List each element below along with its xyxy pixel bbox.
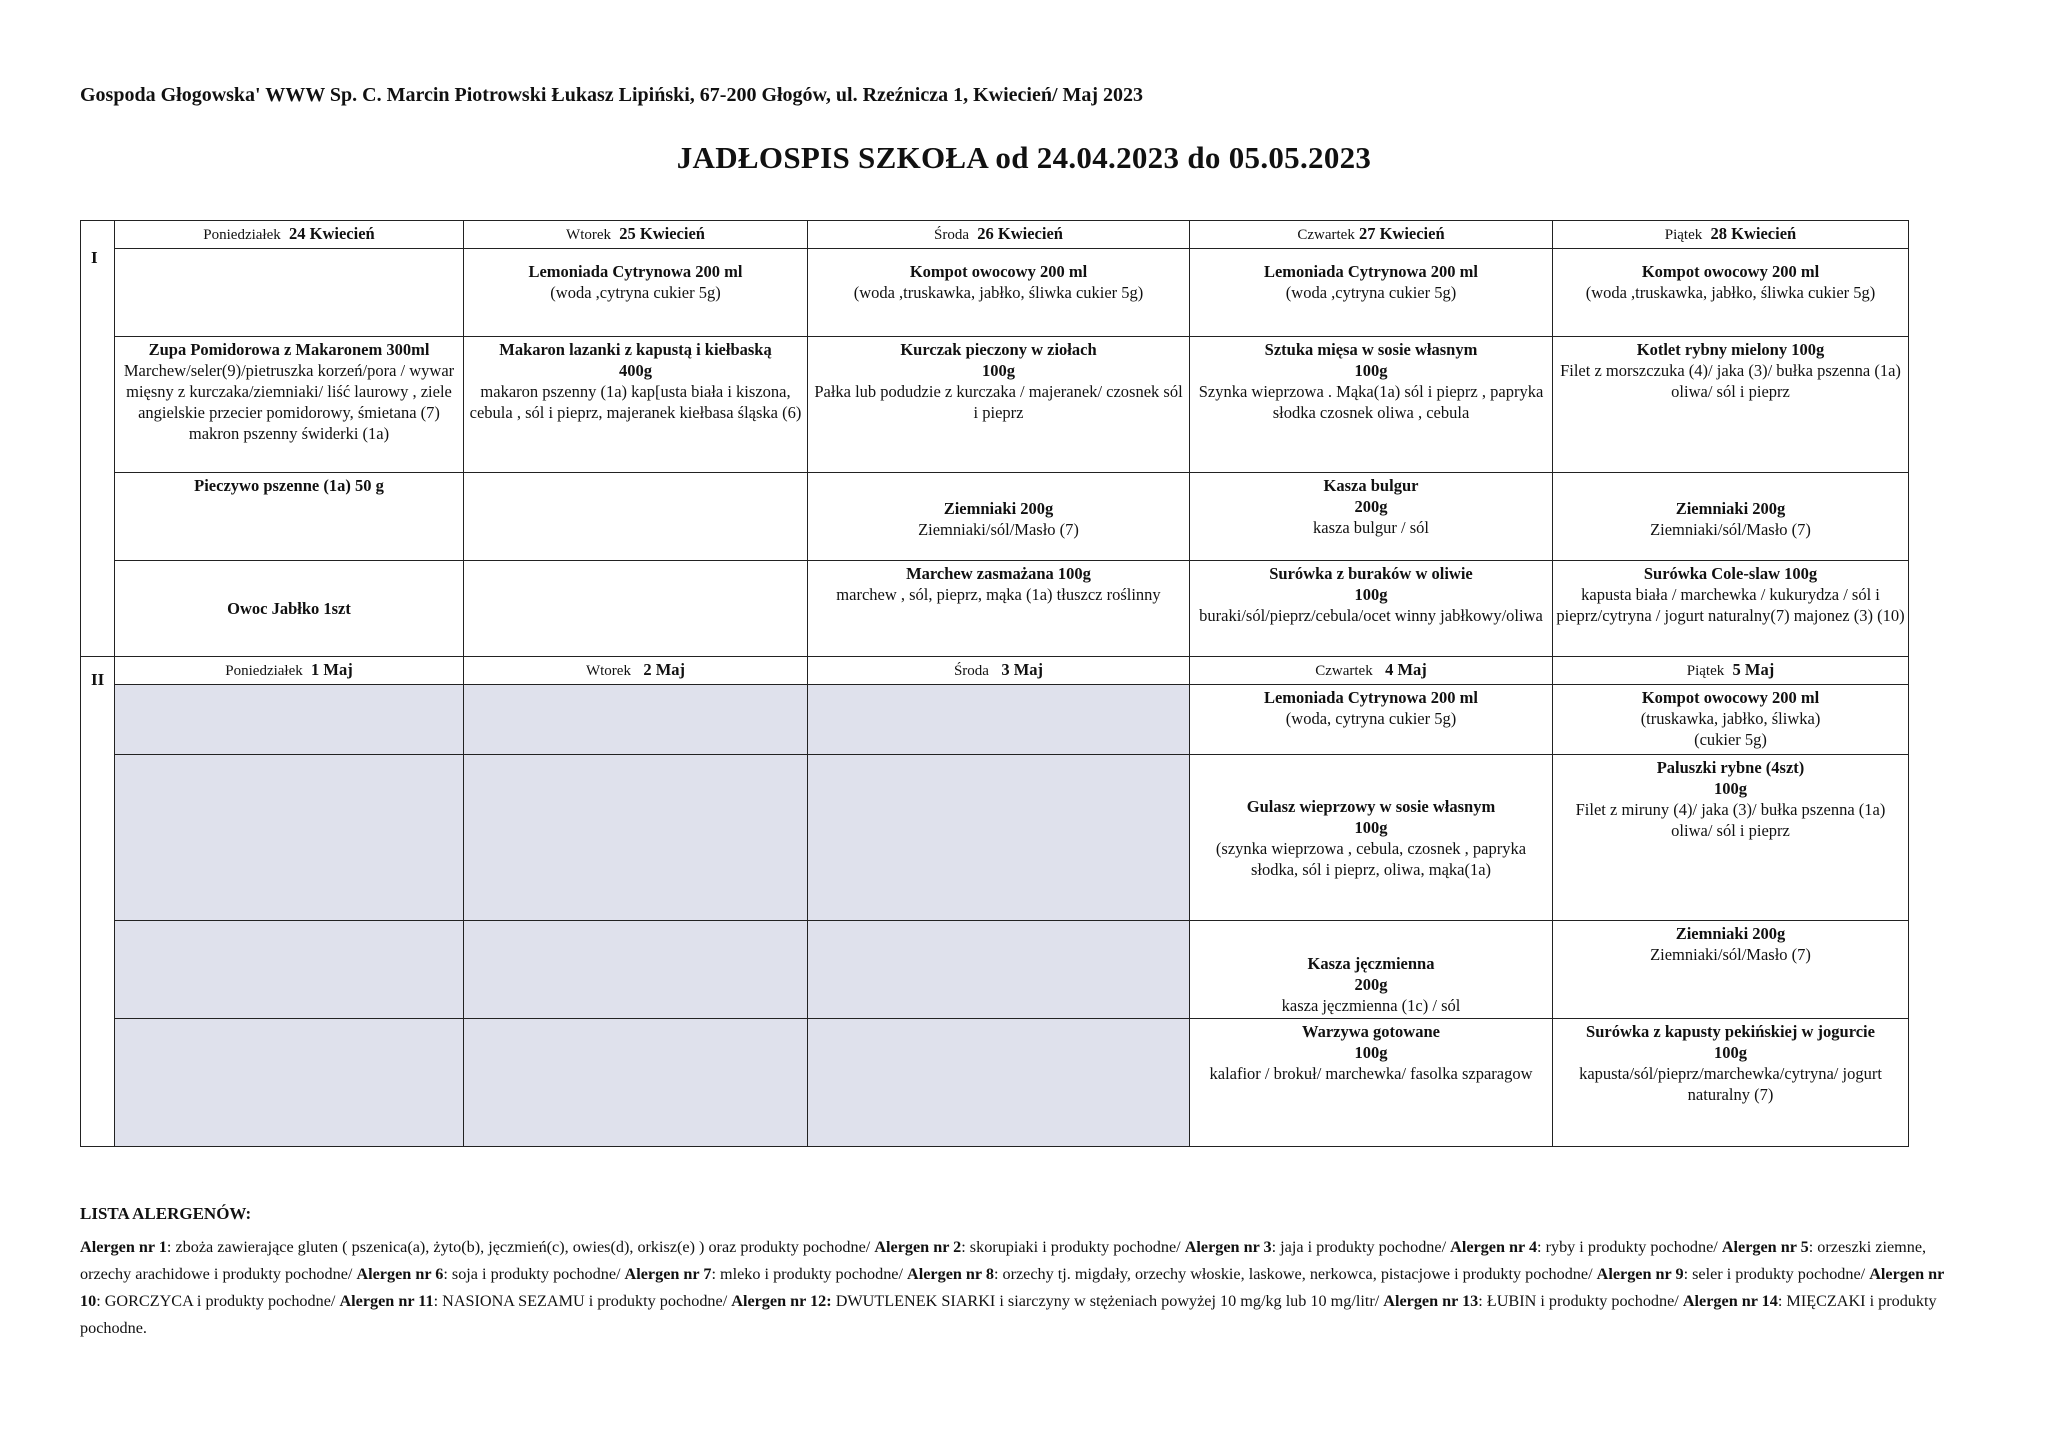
week1-day-tue: Wtorek 25 Kwiecień xyxy=(464,221,808,249)
week1-fri-extra: Surówka Cole-slaw 100g kapusta biała / marchewka / kukurydza / sól i pieprz/cytryna / jogurt naturalny(7) majonez (3) (10) xyxy=(1553,561,1909,657)
week1-drinks-row xyxy=(81,249,1909,337)
menu-table xyxy=(80,220,1909,1147)
allergens-list: Alergen nr 1: zboża zawierające gluten ( pszenica(a), żyto(b), jęczmień(c), owies(d), orkisz(e) ) oraz produkty pochodne/ Alergen nr 2: skorupiaki i produkty pochodne/ Alergen nr 3: jaja i produkty pochodne/ Alergen nr 4: ryby i produkty pochodne/ Alergen nr 5: orzeszki ziemne, orzechy arachidowe i produkty pochodne/ Alergen nr 6: soja i produkty pochodne/ Alergen nr 7: mleko i produkty pochodne/ Alergen nr 8: orzechy tj. migdały, orzechy włoskie, laskowe, nerkowca, pistacjowe i produkty pochodne/ Alergen nr 9: seler i produkty pochodne/ Alergen nr 10: GORCZYCA i produkty pochodne/ Alergen nr 11: NASIONA SEZAMU i produkty pochodne/ Alergen nr 12: DWUTLENEK SIARKI i siarczyny w stężeniach powyżej 10 mg/kg lub 10 mg/litr/ Alergen nr 13: ŁUBIN i produkty pochodne/ Alergen nr 14: MIĘCZAKI i produkty pochodne. xyxy=(80,1238,1945,1337)
week2-sides-row xyxy=(81,921,1909,1019)
week2-tue-drink xyxy=(464,685,808,755)
week2-mon-main xyxy=(115,755,464,921)
week2-wed-main xyxy=(808,755,1190,921)
week1-mon-extra: Owoc Jabłko 1szt xyxy=(115,561,464,657)
week1-day-thu: Czwartek 27 Kwiecień xyxy=(1190,221,1553,249)
week2-mon-side xyxy=(115,921,464,1019)
week1-sides-row xyxy=(81,473,1909,561)
week2-tue-side xyxy=(464,921,808,1019)
week2-day-fri: Piątek 5 Maj xyxy=(1553,657,1909,685)
week2-thu-side: Kasza jęczmienna 200g kasza jęczmienna (1c) / sól xyxy=(1190,921,1553,1019)
week2-fri-drink: Kompot owocowy 200 ml (truskawka, jabłko, śliwka) (cukier 5g) xyxy=(1553,685,1909,755)
week1-tue-extra xyxy=(464,561,808,657)
week1-mains-row xyxy=(81,337,1909,473)
week2-wed-drink xyxy=(808,685,1190,755)
week1-thu-main: Sztuka mięsa w sosie własnym 100g Szynka wieprzowa . Mąka(1a) sól i pieprz , papryka słodka czosnek oliwa , cebula xyxy=(1190,337,1553,473)
week2-extras-row xyxy=(81,1019,1909,1147)
week1-label: I xyxy=(81,221,115,657)
week2-mains-row xyxy=(81,755,1909,921)
week2-drinks-row xyxy=(81,685,1909,755)
week2-tue-extra xyxy=(464,1019,808,1147)
week1-wed-main: Kurczak pieczony w ziołach 100g Pałka lub podudzie z kurczaka / majeranek/ czosnek sól i pieprz xyxy=(808,337,1190,473)
week1-wed-side: Ziemniaki 200g Ziemniaki/sól/Masło (7) xyxy=(808,473,1190,561)
week2-fri-main: Paluszki rybne (4szt) 100g Filet z miruny (4)/ jaka (3)/ bułka pszenna (1a) oliwa/ sól i pieprz xyxy=(1553,755,1909,921)
week1-tue-drink: Lemoniada Cytrynowa 200 ml (woda ,cytryna cukier 5g) xyxy=(464,249,808,337)
week2-tue-main xyxy=(464,755,808,921)
week1-day-fri: Piątek 28 Kwiecień xyxy=(1553,221,1909,249)
week2-thu-extra: Warzywa gotowane 100g kalafior / brokuł/ marchewka/ fasolka szparagow xyxy=(1190,1019,1553,1147)
week2-thu-drink: Lemoniada Cytrynowa 200 ml (woda, cytryna cukier 5g) xyxy=(1190,685,1553,755)
week2-label: II xyxy=(81,657,115,1147)
week1-mon-main: Zupa Pomidorowa z Makaronem 300ml Marchew/seler(9)/pietruszka korzeń/pora / wywar mięsny z kurczaka/ziemniaki/ liść laurowy , ziele angielskie przecier pomidorowy, śmietana (7) makron pszenny świderki (1a) xyxy=(115,337,464,473)
week1-tue-side xyxy=(464,473,808,561)
week2-day-wed: Środa 3 Maj xyxy=(808,657,1190,685)
week2-day-mon: Poniedziałek 1 Maj xyxy=(115,657,464,685)
week1-fri-side: Ziemniaki 200g Ziemniaki/sól/Masło (7) xyxy=(1553,473,1909,561)
week1-day-mon: Poniedziałek 24 Kwiecień xyxy=(115,221,464,249)
week1-thu-extra: Surówka z buraków w oliwie 100g buraki/sól/pieprz/cebula/ocet winny jabłkowy/oliwa xyxy=(1190,561,1553,657)
week1-wed-drink: Kompot owocowy 200 ml (woda ,truskawka, jabłko, śliwka cukier 5g) xyxy=(808,249,1190,337)
week1-day-wed: Środa 26 Kwiecień xyxy=(808,221,1190,249)
week1-header-row xyxy=(81,221,1909,249)
week1-mon-side: Pieczywo pszenne (1a) 50 g xyxy=(115,473,464,561)
week1-fri-main: Kotlet rybny mielony 100g Filet z morszczuka (4)/ jaka (3)/ bułka pszenna (1a) oliwa/ sól i pieprz xyxy=(1553,337,1909,473)
week1-mon-drink xyxy=(115,249,464,337)
week1-thu-drink: Lemoniada Cytrynowa 200 ml (woda ,cytryna cukier 5g) xyxy=(1190,249,1553,337)
week2-wed-extra xyxy=(808,1019,1190,1147)
week2-day-thu: Czwartek 4 Maj xyxy=(1190,657,1553,685)
week1-extras-row xyxy=(81,561,1909,657)
week1-fri-drink: Kompot owocowy 200 ml (woda ,truskawka, jabłko, śliwka cukier 5g) xyxy=(1553,249,1909,337)
week2-header-row xyxy=(81,657,1909,685)
week1-thu-side: Kasza bulgur 200g kasza bulgur / sól xyxy=(1190,473,1553,561)
week2-mon-extra xyxy=(115,1019,464,1147)
week2-fri-extra: Surówka z kapusty pekińskiej w jogurcie 100g kapusta/sól/pieprz/marchewka/cytryna/ jogurt naturalny (7) xyxy=(1553,1019,1909,1147)
week2-mon-drink xyxy=(115,685,464,755)
week2-wed-side xyxy=(808,921,1190,1019)
week1-tue-main: Makaron lazanki z kapustą i kiełbaską 400g makaron pszenny (1a) kap[usta biała i kiszona, cebula , sól i pieprz, majeranek kiełbasa śląska (6) xyxy=(464,337,808,473)
company-header: Gospoda Głogowska' WWW Sp. C. Marcin Piotrowski Łukasz Lipiński, 67-200 Głogów, ul. Rzeźnicza 1, Kwiecień/ Maj 2023 xyxy=(80,84,1144,106)
week2-day-tue: Wtorek 2 Maj xyxy=(464,657,808,685)
allergens-title: LISTA ALERGENÓW: xyxy=(80,1204,252,1223)
menu-title: JADŁOSPIS SZKOŁA od 24.04.2023 do 05.05.2023 xyxy=(676,140,1372,175)
week2-thu-main: Gulasz wieprzowy w sosie własnym 100g (szynka wieprzowa , cebula, czosnek , papryka słodka, sól i pieprz, oliwa, mąka(1a) xyxy=(1190,755,1553,921)
week1-wed-extra: Marchew zasmażana 100g marchew , sól, pieprz, mąka (1a) tłuszcz roślinny xyxy=(808,561,1190,657)
week2-fri-side: Ziemniaki 200g Ziemniaki/sól/Masło (7) xyxy=(1553,921,1909,1019)
